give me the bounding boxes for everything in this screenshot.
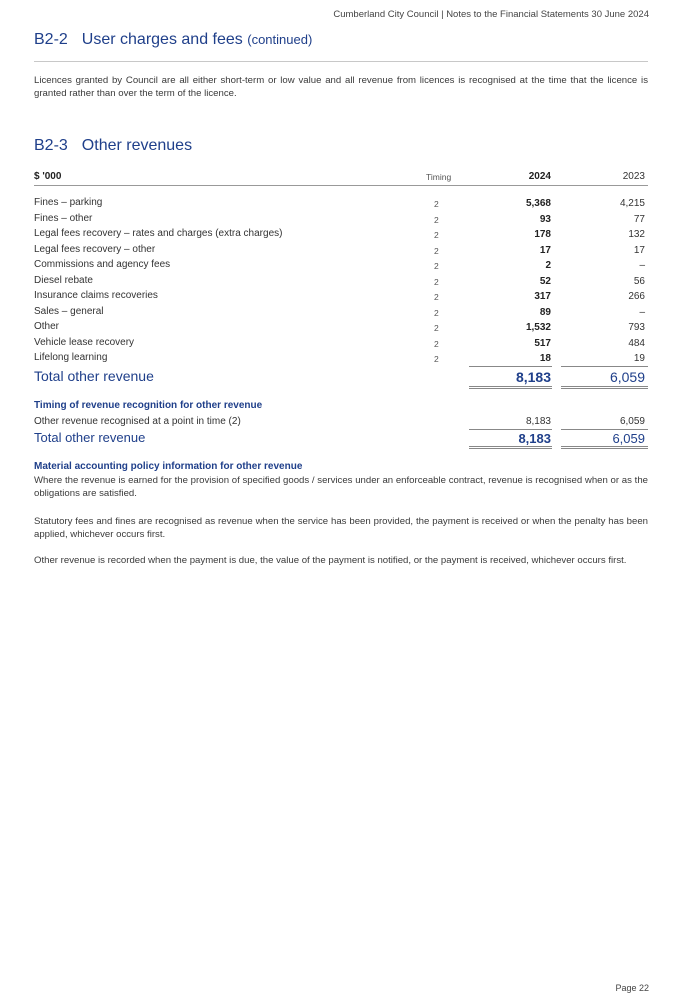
policy-heading: Material accounting policy information for other revenue [34,461,303,472]
total-other-revenue-2024: 8,183 [515,369,551,385]
row-label: Vehicle lease recovery [34,336,135,348]
row-label: Diesel rebate [34,274,93,286]
row-value-2024: 2 [545,260,551,271]
row-value-2023: 17 [633,244,645,256]
row-timing: 2 [434,230,439,240]
total-double-rule-2024 [469,388,552,389]
row-label: Lifelong learning [34,352,108,363]
timing-subtotal-rule-2023 [561,429,648,430]
table-row [34,275,648,291]
row-value-2024: 517 [534,337,551,349]
row-timing: 2 [434,214,439,225]
section-heading: User charges and fees [81,31,243,48]
row-value-2023: 19 [633,353,645,364]
row-timing: 2 [434,245,439,256]
total-double-rule-2024 [469,386,552,387]
row-label: Sales – general [34,305,104,317]
row-label: Commissions and agency fees [34,259,171,270]
row-value-2023: 266 [628,291,645,302]
timing-column-header: Timing [426,172,452,182]
table-row [34,321,648,337]
row-timing: 2 [434,276,439,287]
row-value-2023: 77 [633,213,645,225]
table-header-rule [34,185,648,186]
unit-label: $ '000 [34,171,62,182]
page-number: Page 22 [615,983,649,993]
timing-row-2024: 8,183 [525,416,551,427]
row-value-2023: – [639,306,645,318]
section-title-b2-2 [34,31,312,49]
timing-total-2023: 6,059 [612,431,645,446]
row-value-2024: 178 [534,229,551,240]
row-value-2023: – [639,260,645,271]
table-row [34,290,648,306]
subtotal-rule-2023 [561,366,648,367]
table-row [34,228,648,244]
section-title-b2-3 [34,137,192,155]
row-timing: 2 [434,261,439,271]
timing-total-double-rule-2024 [469,448,552,449]
row-timing: 2 [434,199,439,209]
row-timing: 2 [434,338,439,349]
timing-total-double-rule-2023 [561,448,648,449]
year-2024-header: 2024 [528,171,551,182]
revenue-table-body [34,197,648,368]
table-header [34,171,648,185]
row-value-2023: 4,215 [619,198,645,209]
table-row [34,259,648,275]
row-timing: 2 [434,292,439,302]
timing-row-2023: 6,059 [619,416,645,427]
policy-paragraph-2: Statutory fees and fines are recognised as revenue when the service has been provided, the payment is received or when the penalty has been applied, whichever occurs first. [34,516,648,540]
row-label: Insurance claims recoveries [34,290,158,301]
total-double-rule-2023 [561,388,648,389]
timing-row-label: Other revenue recognised at a point in time (2) [34,416,241,427]
table-row [34,352,648,368]
total-double-rule-2023 [561,386,648,387]
subtotal-rule-2024 [469,366,552,367]
timing-total-double-rule-2024 [469,446,552,447]
row-value-2024: 5,368 [525,198,551,209]
policy-paragraph-1: Where the revenue is earned for the provision of specified goods / services under an enforceable contract, revenue is recognised when or as the obligations are satisfied. [34,475,648,499]
table-row [34,197,648,213]
row-value-2024: 52 [539,275,551,287]
timing-total-double-rule-2023 [561,446,648,447]
row-timing: 2 [434,307,439,318]
row-value-2024: 17 [539,244,551,256]
row-value-2023: 484 [628,337,645,349]
year-2023-header: 2023 [622,171,645,182]
policy-paragraph-3: Other revenue is recorded when the payment is due, the value of the payment is notified, or the payment is received, whichever occurs first. [34,555,627,566]
table-row [34,244,648,260]
section-divider [34,61,648,62]
continued-label: (continued) [247,32,313,47]
section-heading: Other revenues [81,137,193,154]
total-other-revenue-2023: 6,059 [609,369,645,385]
table-row [34,213,648,229]
licences-paragraph: Licences granted by Council are all either short-term or low value and all revenue from licences is recognised at the time that the licence is granted rather than over the term of the licence. [34,75,648,99]
row-label: Fines – parking [34,197,103,208]
row-value-2024: 18 [539,353,551,364]
section-number: B2-2 [34,31,68,48]
timing-total-label: Total other revenue [34,430,146,445]
table-row [34,337,648,353]
row-value-2023: 132 [628,229,645,240]
section-number: B2-3 [34,137,68,154]
row-label: Legal fees recovery – other [34,243,156,255]
running-header: Cumberland City Council | Notes to the Financial Statements 30 June 2024 [333,9,649,20]
row-timing: 2 [434,323,439,333]
row-label: Fines – other [34,212,93,224]
row-label: Other [34,321,60,332]
row-value-2023: 56 [633,275,645,287]
row-value-2023: 793 [628,322,645,333]
timing-total-2024: 8,183 [518,431,551,446]
row-value-2024: 317 [534,291,551,302]
table-row [34,306,648,322]
row-label: Legal fees recovery – rates and charges (extra charges) [34,228,283,239]
row-value-2024: 93 [539,213,551,225]
row-value-2024: 1,532 [525,322,551,333]
timing-section-heading: Timing of revenue recognition for other revenue [34,400,263,411]
timing-subtotal-rule-2024 [469,429,552,430]
row-value-2024: 89 [539,306,551,318]
total-other-revenue-label: Total other revenue [34,368,154,384]
row-timing: 2 [434,354,439,364]
